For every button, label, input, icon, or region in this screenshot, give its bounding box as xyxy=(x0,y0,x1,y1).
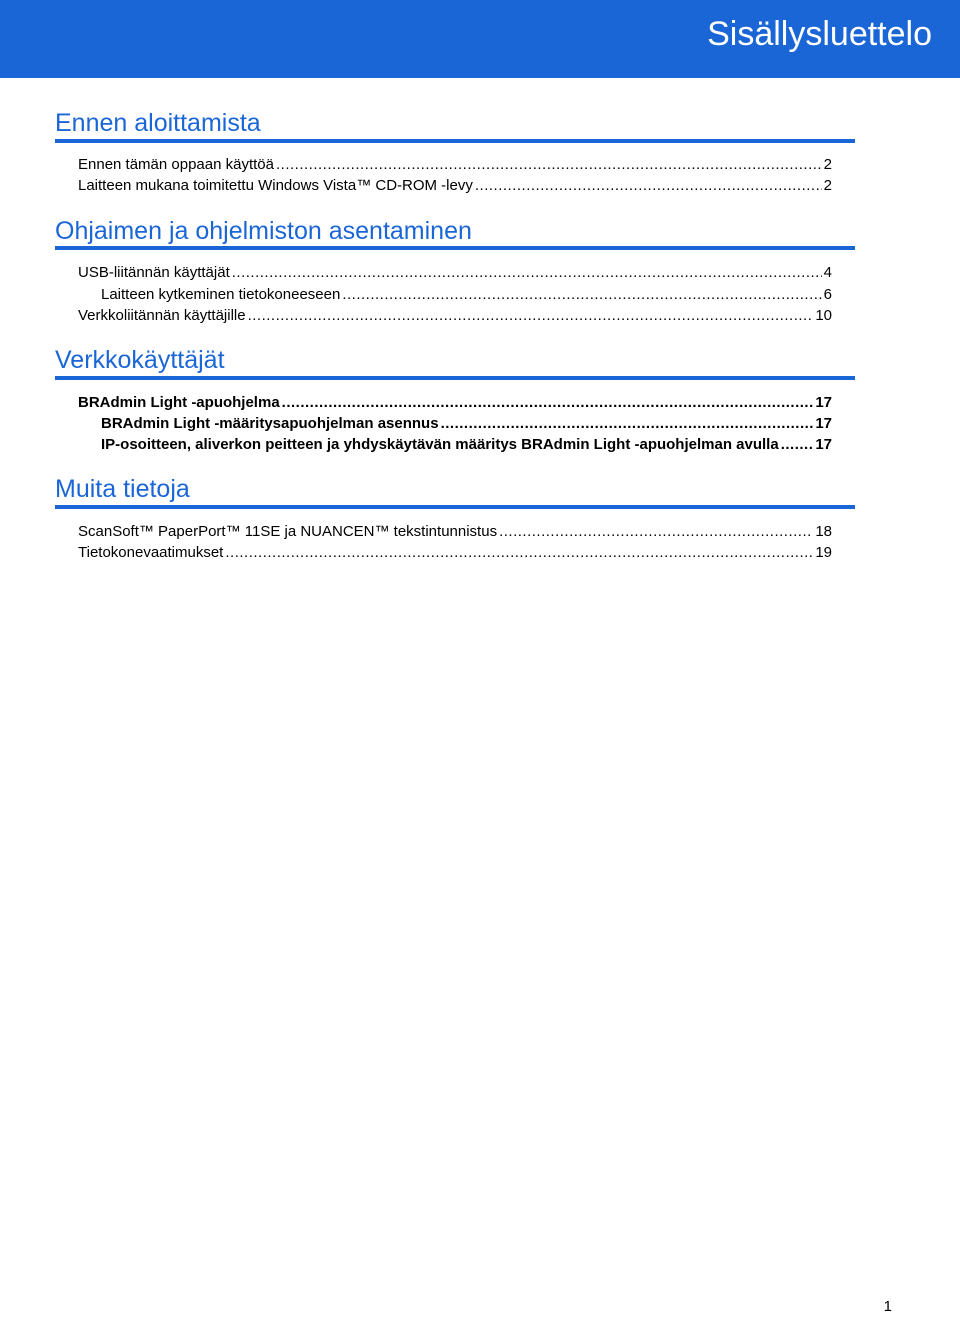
toc-entry-page: 17 xyxy=(815,415,832,432)
toc-entry-label: ScanSoft™ PaperPort™ 11SE ja NUANCEN™ tekstintunnistus xyxy=(78,523,498,540)
section-divider xyxy=(55,376,855,380)
dot-leader xyxy=(282,393,814,413)
toc-entry-page: 17 xyxy=(815,436,832,453)
dot-leader xyxy=(232,263,822,283)
toc-entry-label: BRAdmin Light -apuohjelma xyxy=(78,394,280,411)
section-heading-ohjaimen-asentaminen[interactable]: Ohjaimen ja ohjelmiston asentaminen xyxy=(55,217,472,245)
toc-entry-page: 2 xyxy=(823,156,832,173)
toc-entry-label: USB-liitännän käyttäjät xyxy=(78,264,230,281)
toc-entry-page: 2 xyxy=(823,177,832,194)
section-heading-ennen-aloittamista[interactable]: Ennen aloittamista xyxy=(55,109,261,137)
toc-entry-page: 10 xyxy=(815,307,832,324)
section-divider xyxy=(55,139,855,143)
toc-entry[interactable] xyxy=(78,522,832,543)
toc-entry-label: IP-osoitteen, aliverkon peitteen ja yhdyskäytävän määritys BRAdmin Light -apuohjelman avulla xyxy=(101,436,779,453)
dot-leader xyxy=(225,543,813,563)
toc-entry-page: 6 xyxy=(823,286,832,303)
toc-entry[interactable] xyxy=(78,176,832,197)
section-heading-verkkokayttajat[interactable]: Verkkokäyttäjät xyxy=(55,346,225,374)
toc-entry-label: Verkkoliitännän käyttäjille xyxy=(78,307,246,324)
dot-leader xyxy=(342,285,821,305)
toc-entry-label: Tietokonevaatimukset xyxy=(78,544,224,561)
toc-entry-page: 17 xyxy=(815,394,832,411)
page-title: Sisällysluettelo xyxy=(707,15,932,53)
section-heading-muita-tietoja[interactable]: Muita tietoja xyxy=(55,475,190,503)
toc-entry[interactable] xyxy=(78,155,832,176)
toc-entry-label: Ennen tämän oppaan käyttöä xyxy=(78,156,274,173)
dot-leader xyxy=(781,435,814,455)
toc-entry-label: Laitteen kytkeminen tietokoneeseen xyxy=(101,286,341,303)
dot-leader xyxy=(276,155,822,175)
toc-entry-label: Laitteen mukana toimitettu Windows Vista™ CD-ROM -levy xyxy=(78,177,473,194)
header-bar xyxy=(0,0,960,78)
toc-entry[interactable] xyxy=(101,435,832,456)
toc-entry[interactable] xyxy=(78,263,832,284)
dot-leader xyxy=(475,176,822,196)
toc-entry[interactable] xyxy=(78,543,832,564)
dot-leader xyxy=(499,522,813,542)
dot-leader xyxy=(248,306,814,326)
toc-entry[interactable] xyxy=(78,306,832,327)
toc-entry[interactable] xyxy=(78,393,832,414)
toc-entry-label: BRAdmin Light -määritysapuohjelman asennus xyxy=(101,415,439,432)
toc-entry-page: 4 xyxy=(823,264,832,281)
section-divider xyxy=(55,246,855,250)
dot-leader xyxy=(441,414,814,434)
toc-entry-page: 19 xyxy=(815,544,832,561)
toc-entry[interactable] xyxy=(101,285,832,306)
toc-entry-page: 18 xyxy=(815,523,832,540)
toc-entry[interactable] xyxy=(101,414,832,435)
page-number: 1 xyxy=(883,1298,892,1315)
section-divider xyxy=(55,505,855,509)
